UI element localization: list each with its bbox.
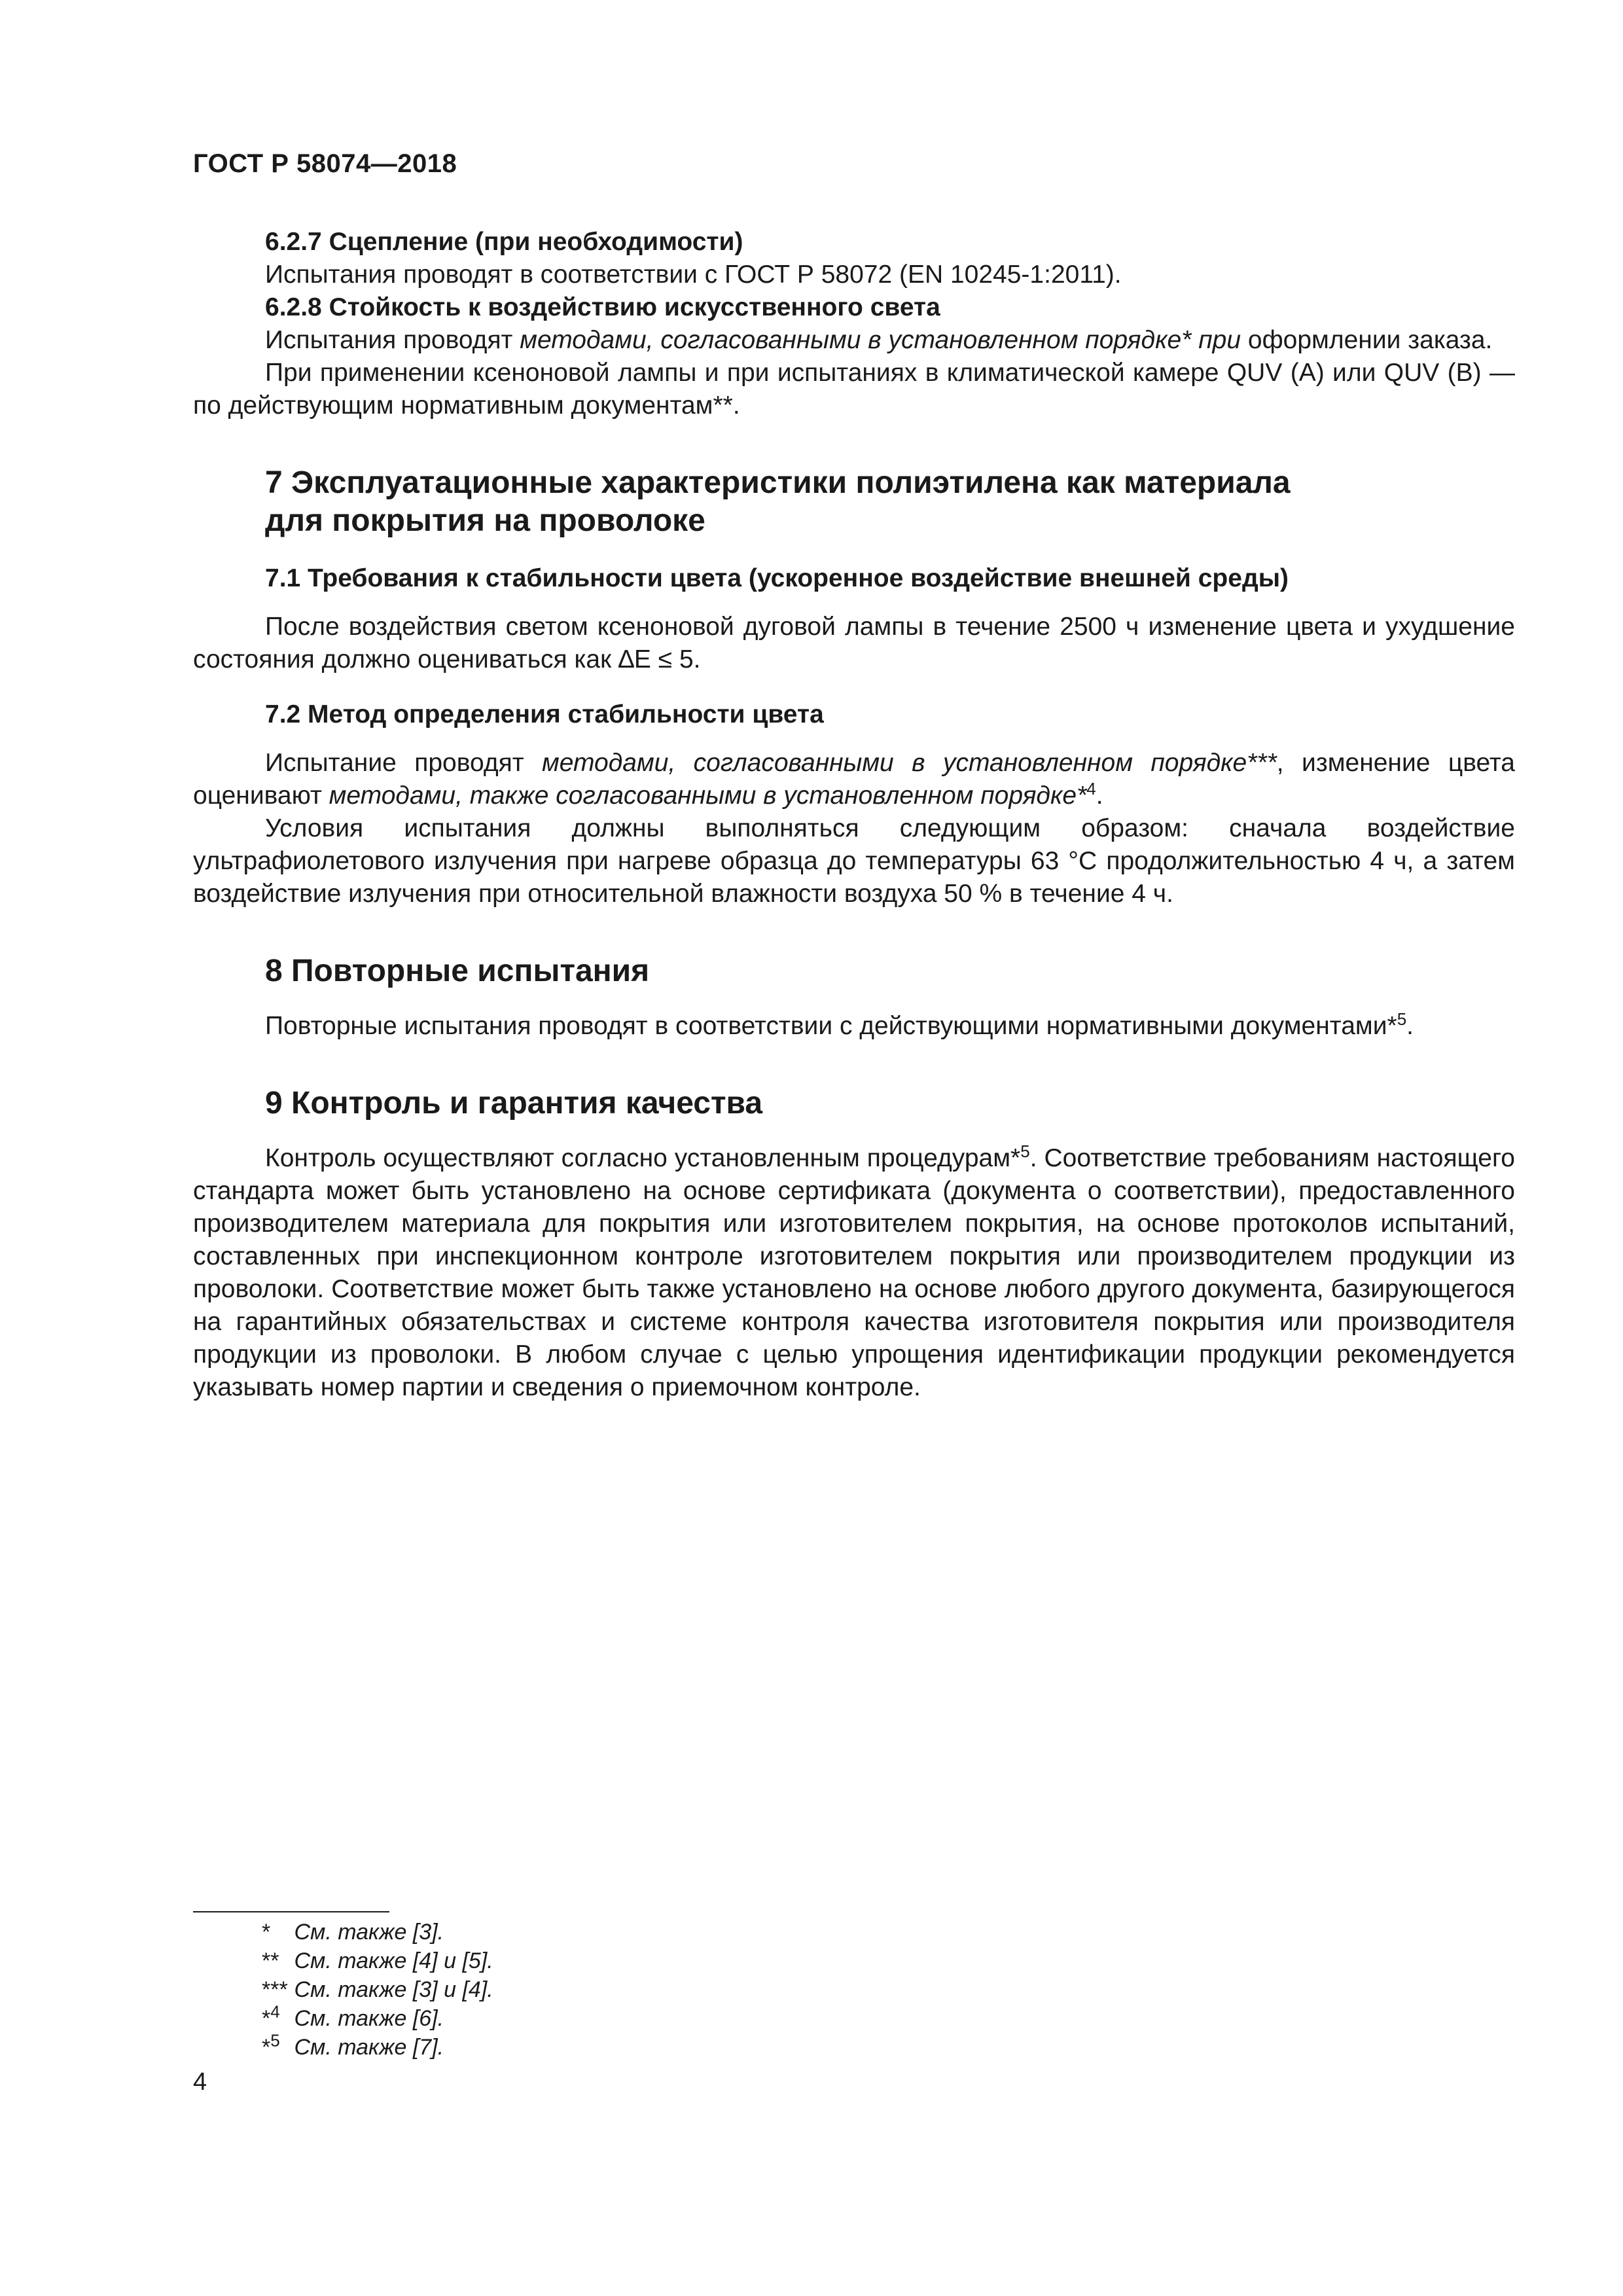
text-run: оформлении заказа. [1241, 326, 1493, 354]
italic-run: методами, также согласованными в установленном порядке* [329, 781, 1087, 810]
text-run: . [1406, 1012, 1414, 1040]
section-7-title-line-1: 7 Эксплуатационные характеристики полиэтилена как материала [265, 465, 1291, 500]
section-8-text [193, 1010, 1515, 1043]
subsection-7-2-paragraph-1 [193, 747, 1515, 812]
section-9-text [193, 1142, 1515, 1404]
footnote-mark-text: *** [262, 1977, 288, 2002]
text-run: Повторные испытания проводят в соответствии с действующими нормативными документами* [265, 1012, 1397, 1040]
section-9-title: 9 Контроль и гарантия качества [265, 1086, 763, 1121]
italic-run: методами, согласованными в установленном порядке*** [542, 749, 1277, 777]
footnote-superscript: 5 [1397, 1009, 1407, 1029]
text-run: . [1096, 781, 1103, 810]
text-run: Контроль осуществляют согласно установленным процедурам* [265, 1144, 1021, 1172]
subsection-7-2-title: 7.2 Метод определения стабильности цвета [265, 700, 824, 728]
footnote-text: См. также [4] и [5]. [294, 1948, 493, 1973]
text-run: Испытание проводят [265, 749, 542, 777]
footnote-text: См. также [3]. [294, 1920, 444, 1945]
subsection-7-2-paragraph-2: Условия испытания должны выполняться следующим образом: сначала воздействие ультрафиолетового излучения при нагреве образца до температуры 63 °С продолжительностью 4 ч, а затем воздействие излучения при относительной влажности воздуха 50 % в течение 4 ч. [193, 814, 1515, 908]
subsection-7-1-text: После воздействия светом ксеноновой дуговой лампы в течение 2500 ч изменение цвета и ухудшение состояния должно оцениваться как ∆E ≤ 5. [193, 613, 1515, 673]
footnote-mark-sup: 4 [270, 2001, 280, 2022]
section-8-title: 8 Повторные испытания [265, 954, 650, 988]
footnote-mark [262, 2030, 288, 2062]
subsection-6-2-8-paragraph-2: При применении ксеноновой лампы и при испытаниях в климатической камере QUV (A) или QUV (B) — по действующим нормативным документам**. [193, 359, 1515, 420]
footnote-superscript: 5 [1020, 1141, 1030, 1161]
subsection-6-2-7-text: Испытания проводят в соответствии с ГОСТ Р 58072 (EN 10245-1:2011). [265, 260, 1122, 289]
footnote-superscript: 4 [1086, 779, 1096, 798]
footnote-mark [262, 1946, 288, 1975]
section-7-title [193, 464, 1515, 540]
footnote-mark [262, 2001, 288, 2033]
italic-run: методами, согласованными в установленном порядке* при [520, 326, 1241, 354]
page-number: 4 [193, 2068, 207, 2096]
subsection-7-1-title: 7.1 Требования к стабильности цвета (ускоренное воздействие внешней среды) [265, 564, 1289, 592]
footnote-text: См. также [3] и [4]. [294, 1977, 493, 2002]
footnote-text: См. также [7]. [294, 2035, 444, 2060]
footnote-item [262, 1918, 493, 1946]
footnote-item [262, 2001, 493, 2033]
footnote-item [262, 1975, 493, 2004]
text-run: , изменение цвета оценивают [193, 749, 1515, 810]
footnote-mark-text: * [262, 1920, 271, 1945]
footnote-mark [262, 1975, 288, 2004]
footnote-mark [262, 1918, 288, 1946]
footnote-mark-sup: 5 [270, 2030, 280, 2051]
footnote-item [262, 1946, 493, 1975]
page-content [193, 226, 1515, 1404]
section-7-title-line-2: для покрытия на проволоке [265, 503, 705, 538]
subsection-6-2-8-paragraph-1 [193, 324, 1515, 357]
text-run: . Соответствие требованиям настоящего стандарта может быть установлено на основе сертификата (документа о соответствии), предоставленного производителем материала для покрытия или изготовителем покрытия, на основе протоколов испытаний, составленных при инспекционном контроле изготовителем покрытия или производителем продукции из проволоки. Соответствие может быть также установлено на основе любого другого документа, базирующегося на гарантийных обязательствах и системе контроля качества изготовителя покрытия или производителя продукции из проволоки. В любом случае с целью упрощения идентификации продукции рекомендуется указывать номер партии и сведения о приемочном контроле. [193, 1144, 1515, 1401]
subsection-6-2-8-title: 6.2.8 Стойкость к воздействию искусственного света [265, 293, 940, 321]
footnote-mark-text: * [262, 2035, 271, 2060]
text-run: Испытания проводят [265, 326, 520, 354]
document-code-header: ГОСТ Р 58074—2018 [193, 149, 457, 178]
subsection-6-2-7-title: 6.2.7 Сцепление (при необходимости) [265, 228, 743, 256]
footnote-divider [193, 1911, 389, 1912]
footnotes [262, 1918, 493, 2062]
footnote-text: См. также [6]. [294, 2006, 444, 2031]
footnote-mark-text: * [262, 2006, 271, 2031]
footnote-item [262, 2030, 493, 2062]
footnote-mark-text: ** [262, 1948, 279, 1973]
